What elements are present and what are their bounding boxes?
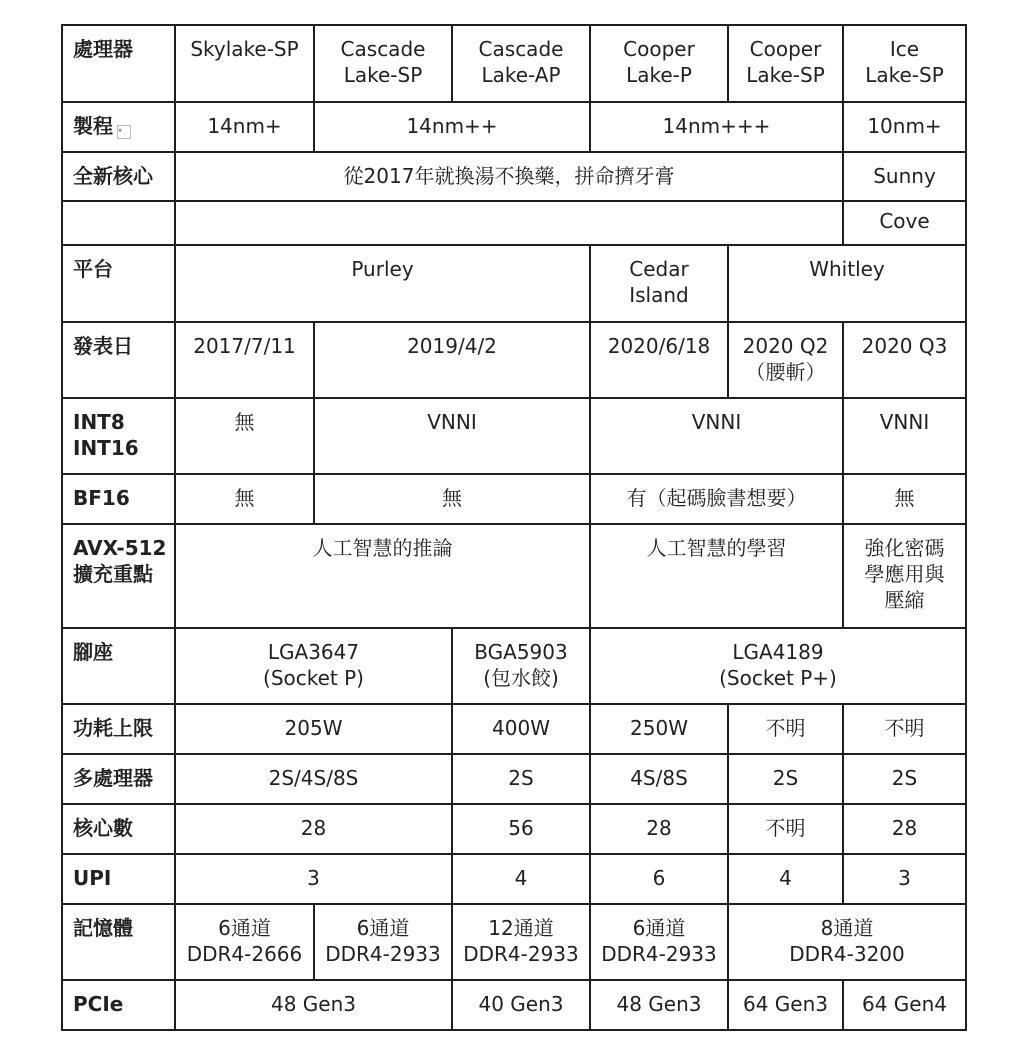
cell: 56: [452, 804, 590, 854]
cell: 28: [843, 804, 966, 854]
row-header-cpu: 處理器: [62, 25, 175, 102]
table-row: [62, 474, 966, 524]
cell: 10nm+: [843, 102, 966, 152]
cell: LGA4189 (Socket P+): [590, 628, 966, 704]
row-header-pcie: PCIe: [62, 980, 175, 1030]
row-header-multi: 多處理器: [62, 754, 175, 804]
table-row: [62, 25, 966, 102]
table-row: [62, 524, 966, 628]
dropdown-marker-icon[interactable]: ▾: [117, 125, 131, 139]
row-header-core: 全新核心: [62, 152, 175, 201]
table-row: [62, 322, 966, 398]
row-header-platform: 平台: [62, 245, 175, 322]
cell: 6通道 DDR4-2666: [175, 904, 314, 980]
cell: 無: [175, 474, 314, 524]
table-row: [62, 980, 966, 1030]
cell: 2020 Q2 （腰斬）: [728, 322, 843, 398]
cell: Skylake-SP: [175, 25, 314, 102]
table-row: [62, 102, 966, 152]
cell: [62, 201, 175, 245]
cell: 250W: [590, 704, 728, 754]
cell: 從2017年就換湯不換藥，拼命擠牙膏: [175, 152, 843, 201]
cell: 4: [452, 854, 590, 904]
row-header-bf16: BF16: [62, 474, 175, 524]
table-row: [62, 398, 966, 474]
spec-table: [61, 24, 967, 1031]
cell: 2S: [843, 754, 966, 804]
cell: 不明: [728, 804, 843, 854]
cell: Cove: [843, 201, 966, 245]
table-row: [62, 628, 966, 704]
table-row: [62, 854, 966, 904]
cell: LGA3647 (Socket P): [175, 628, 452, 704]
cell: 205W: [175, 704, 452, 754]
table-row: [62, 245, 966, 322]
cell: 8通道 DDR4-3200: [728, 904, 966, 980]
cell: Cooper Lake-SP: [728, 25, 843, 102]
row-header-cores: 核心數: [62, 804, 175, 854]
cell: 2017/7/11: [175, 322, 314, 398]
row-header-release: 發表日: [62, 322, 175, 398]
cell: Whitley: [728, 245, 966, 322]
cell: 不明: [728, 704, 843, 754]
cell: 人工智慧的推論: [175, 524, 590, 628]
cell: 2020 Q3: [843, 322, 966, 398]
cell: 64 Gen4: [843, 980, 966, 1030]
table-row: [62, 754, 966, 804]
table-row: [62, 152, 966, 201]
cell: Sunny: [843, 152, 966, 201]
table-row: [62, 804, 966, 854]
cell: Cedar Island: [590, 245, 728, 322]
cell: 2020/6/18: [590, 322, 728, 398]
table-row: [62, 201, 966, 245]
cell: BGA5903 (包水餃): [452, 628, 590, 704]
cell: 不明: [843, 704, 966, 754]
row-header-power: 功耗上限: [62, 704, 175, 754]
row-header-process[interactable]: 製程 ▾: [62, 102, 175, 152]
cell: VNNI: [314, 398, 590, 474]
cell: 40 Gen3: [452, 980, 590, 1030]
cell: 48 Gen3: [175, 980, 452, 1030]
row-header-socket: 腳座: [62, 628, 175, 704]
cell: 2S/4S/8S: [175, 754, 452, 804]
cell: 28: [590, 804, 728, 854]
row-header-upi: UPI: [62, 854, 175, 904]
cell: 6通道 DDR4-2933: [590, 904, 728, 980]
row-header-memory: 記憶體: [62, 904, 175, 980]
cell: Ice Lake-SP: [843, 25, 966, 102]
cell: 無: [843, 474, 966, 524]
cell: Purley: [175, 245, 590, 322]
cell: 28: [175, 804, 452, 854]
table-row: [62, 704, 966, 754]
cell: 無: [175, 398, 314, 474]
cell: 4: [728, 854, 843, 904]
cell: 14nm+++: [590, 102, 843, 152]
cell: 14nm+: [175, 102, 314, 152]
cell: VNNI: [843, 398, 966, 474]
cell: [175, 201, 843, 245]
cell: 64 Gen3: [728, 980, 843, 1030]
cell: 2S: [452, 754, 590, 804]
cell: 48 Gen3: [590, 980, 728, 1030]
cell: Cooper Lake-P: [590, 25, 728, 102]
cell: 6通道 DDR4-2933: [314, 904, 452, 980]
cell: Cascade Lake-AP: [452, 25, 590, 102]
cell: 400W: [452, 704, 590, 754]
cell: 6: [590, 854, 728, 904]
cell: Cascade Lake-SP: [314, 25, 452, 102]
table-row: [62, 904, 966, 980]
cell: 有（起碼臉書想要）: [590, 474, 843, 524]
cell: 4S/8S: [590, 754, 728, 804]
cell: 無: [314, 474, 590, 524]
cell: 2S: [728, 754, 843, 804]
cell: 12通道 DDR4-2933: [452, 904, 590, 980]
cell: 人工智慧的學習: [590, 524, 843, 628]
row-header-avx: AVX-512 擴充重點: [62, 524, 175, 628]
cell: VNNI: [590, 398, 843, 474]
cell: 強化密碼 學應用與 壓縮: [843, 524, 966, 628]
cell: 3: [843, 854, 966, 904]
cell: 14nm++: [314, 102, 590, 152]
row-header-int8: INT8 INT16: [62, 398, 175, 474]
cell: 2019/4/2: [314, 322, 590, 398]
cell: 3: [175, 854, 452, 904]
